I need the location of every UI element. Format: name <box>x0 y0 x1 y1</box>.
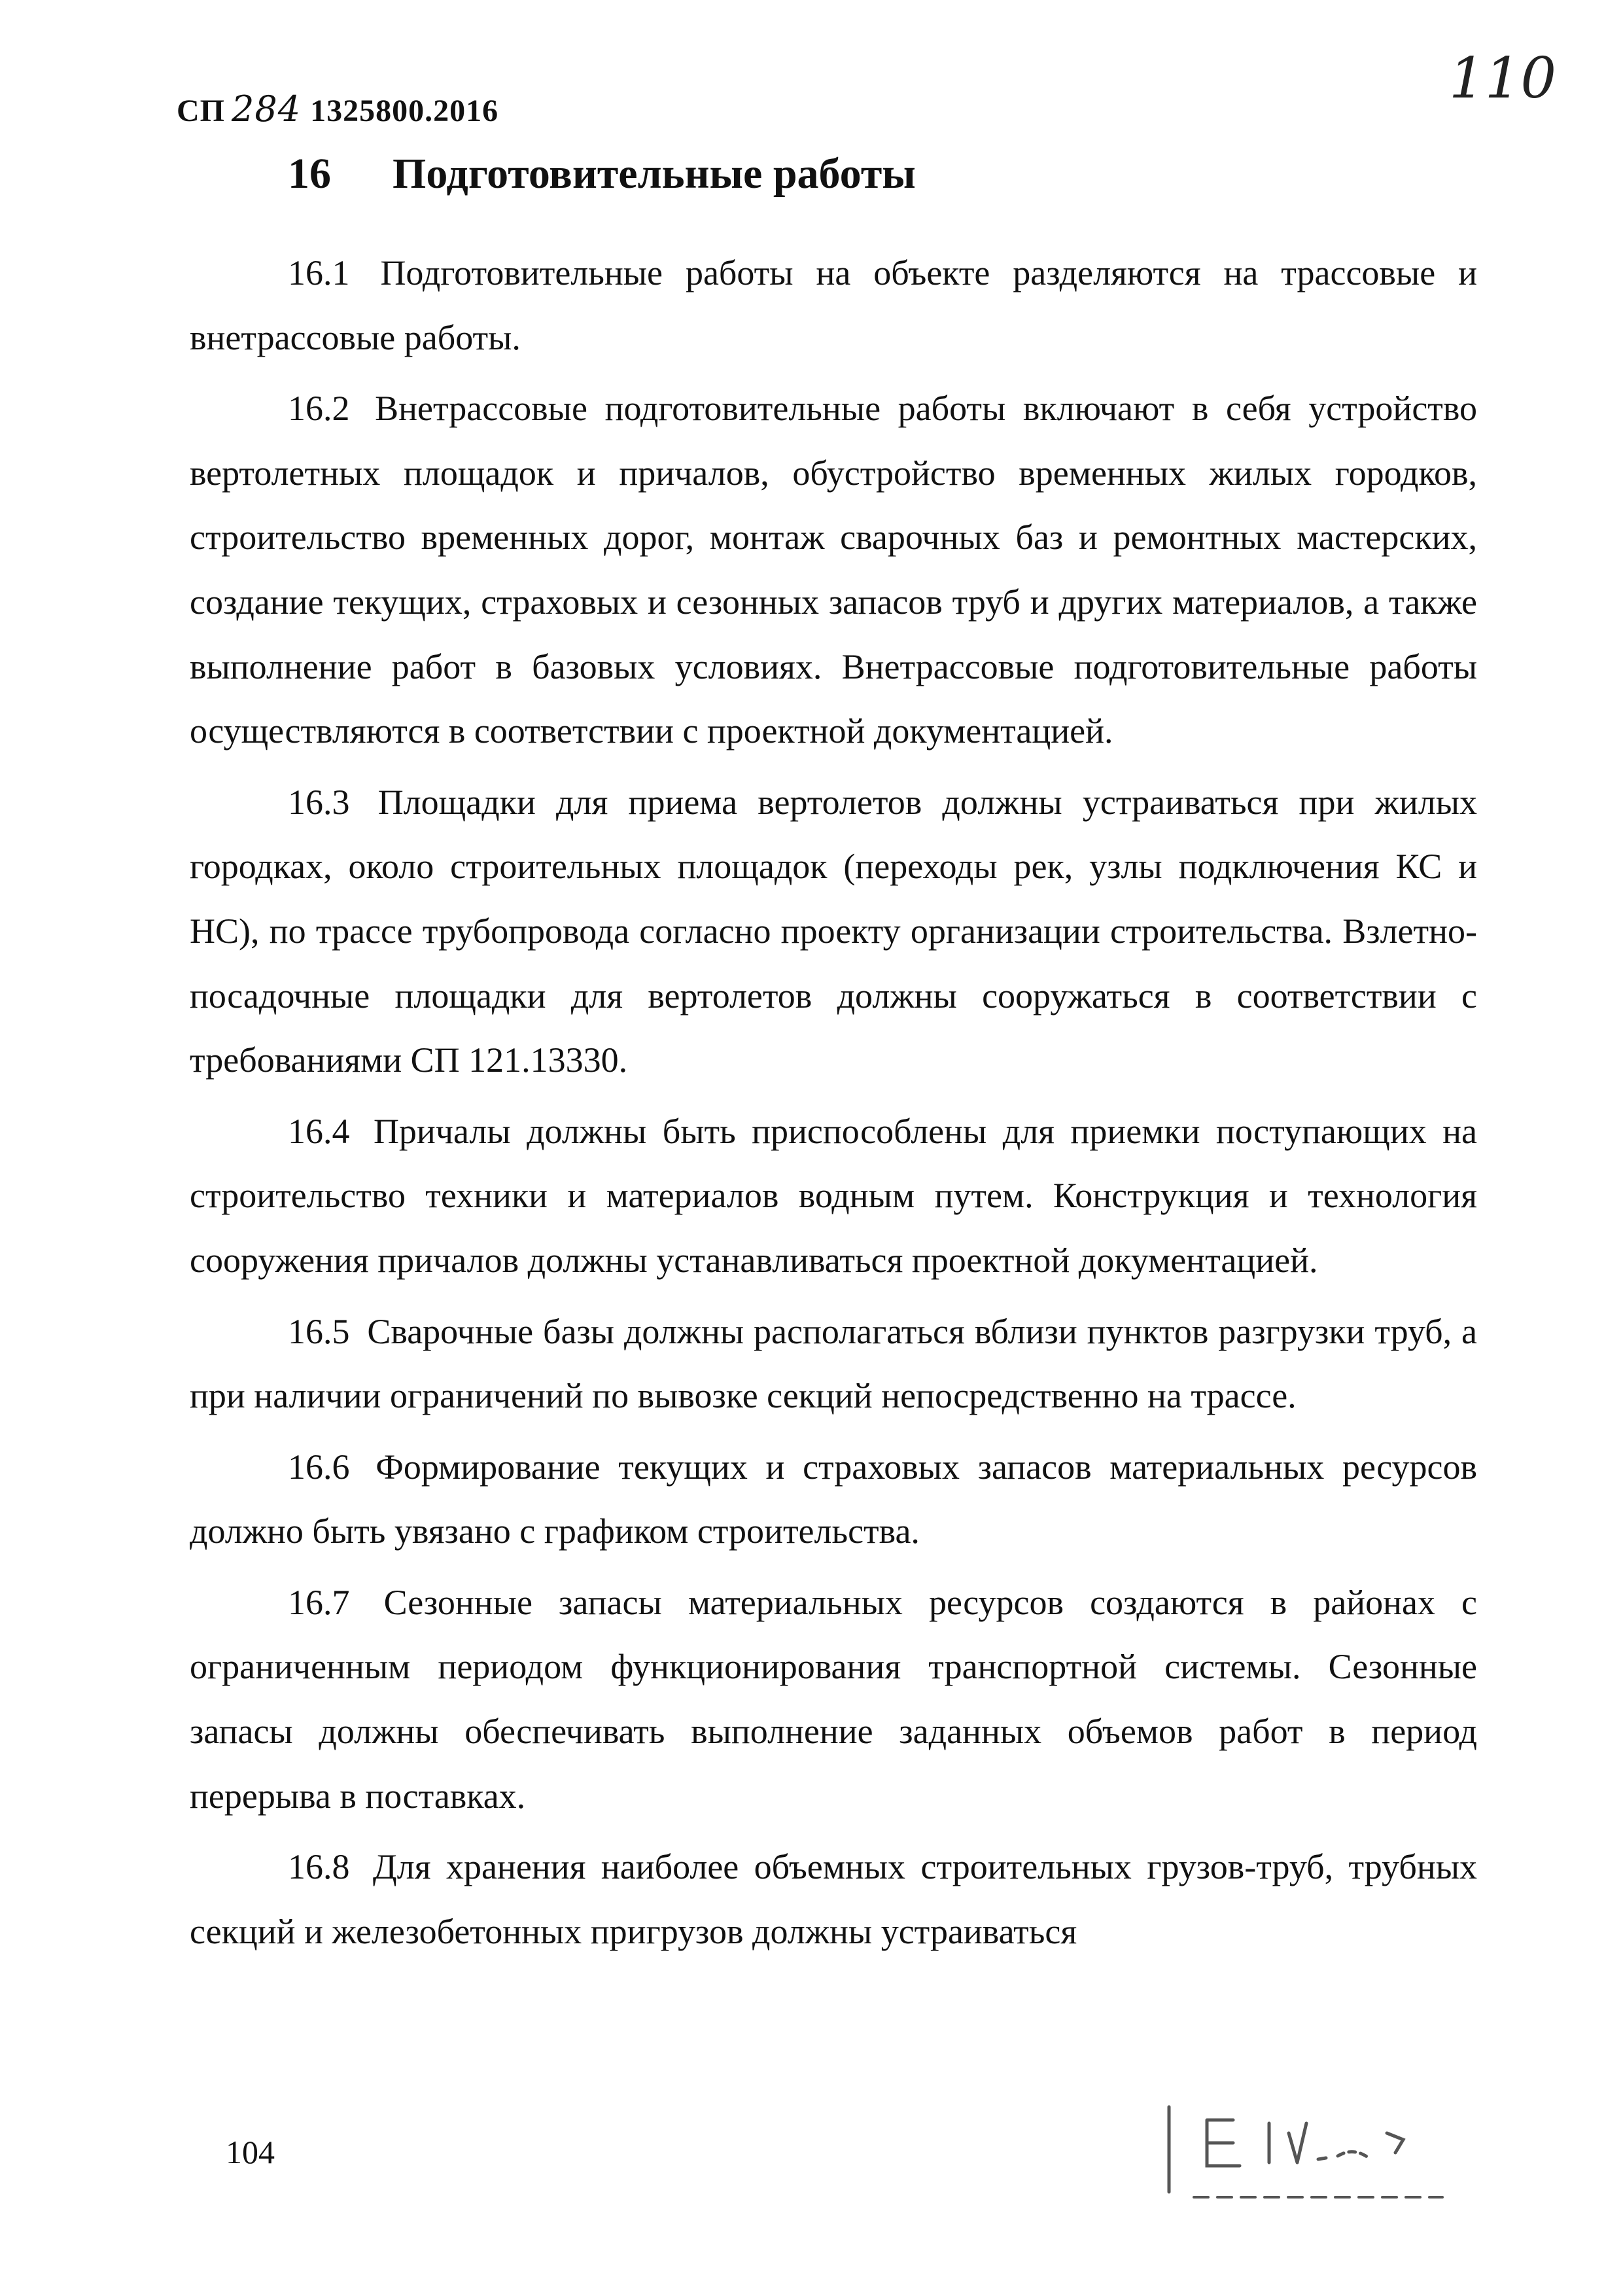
paragraph-number: 16.6 <box>288 1447 350 1487</box>
header-prefix: СП <box>177 94 225 128</box>
paragraph-text: Формирование текущих и страховых запасов материальных ресурсов должно быть увязано с графиком строительства. <box>190 1447 1478 1551</box>
paragraph-16-7 <box>190 1570 1477 1828</box>
document-code-header <box>177 88 498 130</box>
section-body <box>190 241 1477 1970</box>
section-number: 16 <box>288 150 331 198</box>
paragraph-number: 16.1 <box>288 253 350 292</box>
paragraph-text: Сезонные запасы материальных ресурсов создаются в районах с ограниченным периодом функционирования транспортной системы. Сезонные запасы должны обеспечивать выполнение заданных объемов работ в период перерыва в поставках. <box>190 1582 1477 1816</box>
paragraph-number: 16.3 <box>288 782 350 822</box>
paragraph-text: Сварочные базы должны располагаться вблизи пунктов разгрузки труб, а при наличии ограничений по вывозке секций непосредственно на трассе. <box>190 1311 1478 1416</box>
paragraph-16-3 <box>190 770 1477 1093</box>
paragraph-number: 16.8 <box>288 1847 350 1887</box>
section-title <box>288 149 916 199</box>
handwritten-sheet-number: 110 <box>1449 46 1557 111</box>
paragraph-16-4 <box>190 1099 1477 1293</box>
paragraph-number: 16.7 <box>288 1582 350 1622</box>
paragraph-16-2 <box>190 376 1477 764</box>
paragraph-text: Площадки для приема вертолетов должны устраиваться при жилых городках, около строительных площадок (переходы рек, узлы подключения КС и НС), по трассе трубопровода согласно проекту организации строительства. Взлетно-посадочные площадки для вертолетов должны сооружаться в соответствии с требованиями СП 121.13330. <box>190 782 1478 1080</box>
paragraph-number: 16.2 <box>288 389 350 429</box>
paragraph-number: 16.5 <box>288 1311 350 1351</box>
header-code: 1325800.2016 <box>310 94 499 128</box>
paragraph-text: Для хранения наиболее объемных строительных грузов-труб, трубных секций и железобетонных пригрузов должны устраиваться <box>190 1847 1477 1951</box>
paragraph-text: Причалы должны быть приспособлены для приемки поступающих на строительство техники и материалов водным путем. Конструкция и технология сооружения причалов должны устанавливаться проектной документацией. <box>190 1111 1478 1280</box>
paragraph-number: 16.4 <box>288 1111 350 1151</box>
paragraph-text: Подготовительные работы на объекте разделяются на трассовые и внетрассовые работы. <box>190 253 1477 357</box>
paragraph-text: Внетрассовые подготовительные работы включают в себя устройство вертолетных площадок и причалов, обустройство временных жилых городков, строительство временных дорог, монтаж сварочных баз и ремонтных мастерских, создание текущих, страховых и сезонных запасов труб и других материалов, а также выполнение работ в базовых условиях. Внетрассовые подготовительные работы осуществляются в соответствии с проектной документацией. <box>190 389 1478 751</box>
paragraph-16-1 <box>190 241 1477 370</box>
section-title-text: Подготовительные работы <box>393 150 916 198</box>
stamp-mark-icon <box>1155 2094 1469 2205</box>
page-number: 104 <box>226 2134 275 2170</box>
paragraph-16-5 <box>190 1299 1477 1428</box>
handwritten-code: 284 <box>232 88 302 130</box>
paragraph-16-6 <box>190 1435 1477 1564</box>
paragraph-16-8 <box>190 1835 1477 1964</box>
